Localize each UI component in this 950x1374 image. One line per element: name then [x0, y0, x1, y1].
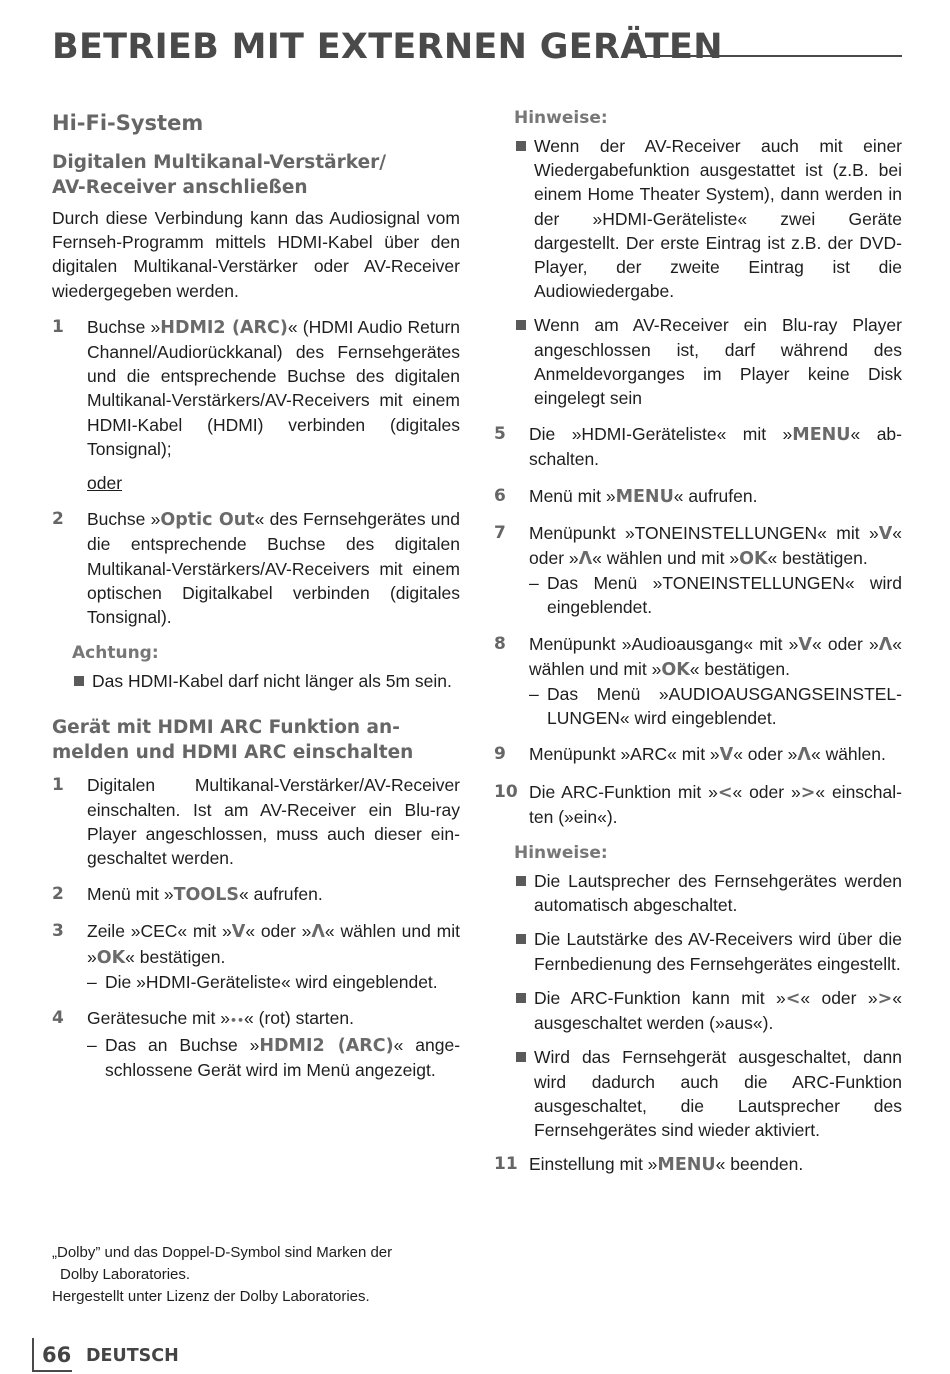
footnote-line: Hergestellt unter Lizenz der Dolby Laboratories. — [52, 1288, 370, 1305]
step-number: 3 — [52, 921, 64, 942]
step-number: 9 — [494, 744, 506, 765]
oder-label: oder — [87, 473, 123, 494]
page-title: BETRIEB MIT EXTERNEN GERÄTEN — [52, 27, 723, 67]
chevron-left-icon: < — [785, 988, 801, 1009]
step-text: Die ARC-Funktion mit » — [529, 781, 718, 802]
step-item — [52, 773, 460, 870]
key-label: Optic Out — [160, 510, 255, 531]
step-item — [494, 742, 902, 767]
step-text: Menüpunkt »Audioausgang« mit » — [529, 633, 799, 654]
step-number: 7 — [494, 522, 506, 543]
step-number: 11 — [494, 1154, 518, 1175]
step-text: « bestätigen. — [125, 946, 226, 967]
step-item — [52, 507, 460, 629]
step-text: « wählen. — [810, 744, 886, 765]
note-bullet — [494, 927, 902, 975]
chevron-up-icon: Λ — [578, 549, 593, 570]
step-item — [494, 422, 902, 471]
step-text: Einstellung mit » — [529, 1154, 658, 1175]
note-bullet — [52, 669, 460, 693]
bullet-square-icon — [74, 676, 84, 686]
step-text: « oder » — [245, 921, 312, 942]
bullet-square-icon — [516, 320, 526, 330]
note-bullet — [494, 986, 902, 1035]
bullet-text: « ausgeschaltet werden (»aus«). — [534, 987, 902, 1034]
step-number: 2 — [52, 509, 64, 530]
step-item — [494, 521, 902, 620]
step-number: 10 — [494, 781, 518, 802]
section-title: Hi-Fi-System — [52, 111, 204, 135]
step-text: « (HDMI Audio Return Channel/Audiorückkanal) des Fernsehgerätes und die entsprechende Buchse des digitalen Multikanal-Verstärkers/AV-Receivers mit einem HDMI-Kabel (HDMI) verbinden (digitales Tonsignal); — [87, 316, 461, 459]
step-text: « oder » — [733, 744, 798, 765]
note-bullet — [494, 869, 902, 917]
hinweise-heading: Hinweise: — [514, 108, 608, 128]
key-label: MENU — [657, 1155, 716, 1176]
achtung-heading: Achtung: — [72, 643, 159, 664]
step-text: « oder » — [529, 522, 902, 569]
key-label: OK — [661, 659, 690, 680]
step-text: « wählen und mit » — [592, 548, 740, 569]
step-number: 4 — [52, 1008, 64, 1029]
note-bullet — [494, 134, 902, 303]
footnote-line: Dolby Laboratories. — [60, 1266, 191, 1283]
bullet-text: Die Lautstärke des AV-Receivers wird über die Fernbedienung des Fernsehgerätes eingestellt. — [534, 929, 902, 974]
bullet-text: Das HDMI-Kabel darf nicht länger als 5m sein. — [92, 671, 452, 692]
step-text: « oder » — [811, 633, 879, 654]
subsection-title-connect — [52, 150, 460, 200]
bullet-text: Wird das Fernsehgerät ausgeschaltet, dann wird dadurch auch die ARC-Funktion ausgeschaltet, die Lautsprecher des Fernsehgerätes sind wieder aktiviert. — [534, 1047, 902, 1140]
sub-text: Das an Buchse » — [105, 1035, 260, 1056]
subsection-title-arc — [52, 715, 460, 765]
bullet-square-icon — [516, 934, 526, 944]
step-item — [52, 315, 460, 461]
sub-item — [87, 1033, 460, 1082]
chevron-up-icon: Λ — [311, 922, 325, 943]
step-item — [494, 780, 902, 829]
right-column — [494, 106, 902, 1177]
step-text: Menü mit » — [87, 884, 174, 905]
sub-item: – Die »HDMI-Geräteliste« wird eingeblendet. — [87, 970, 460, 994]
sub-text: « angeschlossene Gerät wird im Menü angezeigt. — [105, 1035, 461, 1081]
subsection-title-line: Digitalen Multikanal-Verstärker/ — [52, 152, 387, 173]
bullet-square-icon — [516, 141, 526, 151]
chevron-down-icon: V — [231, 922, 246, 943]
step-text: « einschalten (»ein«). — [529, 781, 902, 827]
step-item — [494, 484, 902, 509]
bullet-text: « oder » — [800, 987, 878, 1008]
step-item — [494, 632, 902, 731]
step-text: « wählen und mit » — [529, 633, 903, 679]
chevron-right-icon: > — [800, 782, 816, 803]
key-label: TOOLS — [173, 885, 240, 906]
dolby-footnote — [52, 1242, 462, 1308]
step-item — [494, 1152, 902, 1177]
note-bullet — [494, 313, 902, 410]
chevron-up-icon: Λ — [878, 634, 893, 655]
step-number: 6 — [494, 485, 506, 506]
sub-item: – Das Menü »AUDIOAUSGANGSEINSTELLUNGEN« wird eingeblendet. — [529, 682, 902, 730]
step-text: Menüpunkt »ARC« mit » — [529, 744, 720, 765]
step-text: Gerätesuche mit » — [87, 1008, 230, 1029]
step-text: « wählen und mit » — [87, 921, 460, 967]
chevron-right-icon: > — [877, 988, 893, 1009]
step-text: Menüpunkt »TONEINSTELLUNGEN« mit » — [529, 522, 879, 543]
step-text: « bestätigen. — [689, 658, 790, 679]
step-text: « oder » — [732, 781, 801, 802]
step-number: 1 — [52, 316, 64, 337]
sub-item: – Das Menü »TONEINSTELLUNGEN« wird eingeblendet. — [529, 571, 902, 619]
key-label: MENU — [615, 486, 674, 507]
step-text: « bestätigen. — [767, 548, 868, 569]
step-text: Zeile »CEC« mit » — [87, 921, 232, 942]
key-label: HDMI2 (ARC) — [160, 317, 288, 338]
subsection-title-line: melden und HDMI ARC einschalten — [52, 742, 414, 764]
step-number: 2 — [52, 884, 64, 905]
bullet-text: Die Lautsprecher des Fernsehgerätes werden automatisch abgeschaltet. — [534, 871, 902, 916]
step-text: Digitalen Multikanal-Verstärker/AV-Receiver einschalten. Ist am AV-Receiver ein Blu-ray Player angeschlossen, muss auch dieser eingeschaltet werden. — [87, 775, 460, 869]
subsection-title-line: Gerät mit HDMI ARC Funktion an- — [52, 717, 400, 739]
subsection-title-line: AV-Receiver anschließen — [52, 177, 308, 198]
chevron-left-icon: < — [717, 782, 733, 803]
key-label: MENU — [792, 425, 851, 446]
step-item — [52, 919, 460, 994]
chevron-down-icon: V — [719, 745, 734, 766]
step-text: Die »HDMI-Geräteliste« mit » — [529, 424, 793, 445]
key-label: OK — [96, 947, 126, 968]
note-bullet — [494, 1045, 902, 1142]
step-text: « (rot) starten. — [244, 1008, 354, 1029]
page-number: 66 — [32, 1338, 71, 1372]
chevron-down-icon: V — [878, 523, 893, 544]
step-text: « beenden. — [715, 1154, 804, 1175]
step-text: « abschalten. — [529, 424, 902, 470]
step-text: Buchse » — [87, 509, 161, 530]
step-text: « aufrufen. — [239, 884, 323, 905]
left-column — [52, 104, 460, 1083]
step-text: Menü mit » — [529, 485, 616, 506]
red-button-icon: •• — [229, 1014, 245, 1028]
bullet-square-icon — [516, 876, 526, 886]
bullet-square-icon — [516, 993, 526, 1003]
chevron-up-icon: Λ — [797, 745, 811, 766]
step-number: 1 — [52, 775, 64, 796]
step-item — [52, 882, 460, 907]
page-language: DEUTSCH — [86, 1346, 179, 1366]
step-text: « aufrufen. — [673, 485, 758, 506]
key-label: OK — [739, 549, 768, 570]
hinweise-heading: Hinweise: — [514, 843, 608, 864]
step-number: 5 — [494, 424, 506, 445]
step-text: « des Fernsehgerätes und die entsprechende Buchse des digitalen Multikanal-Verstärkers/AV-Receivers mit einem optischen Digitalkabel verbinden (digitales Tonsignal). — [87, 509, 460, 628]
intro-paragraph: Durch diese Verbindung kann das Audiosignal vom Fernseh-Programm mittels HDMI-Kabel über den digitalen Multikanal-Verstärker oder AV-Receiver wiedergegeben werden. — [52, 208, 460, 301]
bullet-text: Die ARC-Funktion kann mit » — [534, 987, 786, 1008]
bullet-square-icon — [516, 1052, 526, 1062]
step-text: Buchse » — [87, 316, 161, 337]
step-item — [52, 1006, 460, 1083]
step-number: 8 — [494, 633, 506, 654]
title-rule — [646, 55, 902, 57]
chevron-down-icon: V — [798, 634, 812, 655]
bullet-text: Wenn am AV-Receiver ein Blu-ray Player angeschlossen ist, darf während des Anmeldevorganges im Player keine Disk eingelegt sein — [534, 315, 902, 409]
footnote-line: „Dolby” und das Doppel-D-Symbol sind Marken der — [52, 1244, 393, 1261]
key-label: HDMI2 (ARC) — [259, 1036, 394, 1057]
bullet-text: Wenn der AV-Receiver auch mit einer Wiedergabefunktion ausgestattet ist (z.B. bei einem Home Theater System), dann werden in der »HDMI-Geräteliste« zwei Geräte dargestellt. Der erste Eintrag ist z.B. der DVD-Player, der zweite Eintrag ist die Audiowiedergabe. — [534, 136, 902, 302]
